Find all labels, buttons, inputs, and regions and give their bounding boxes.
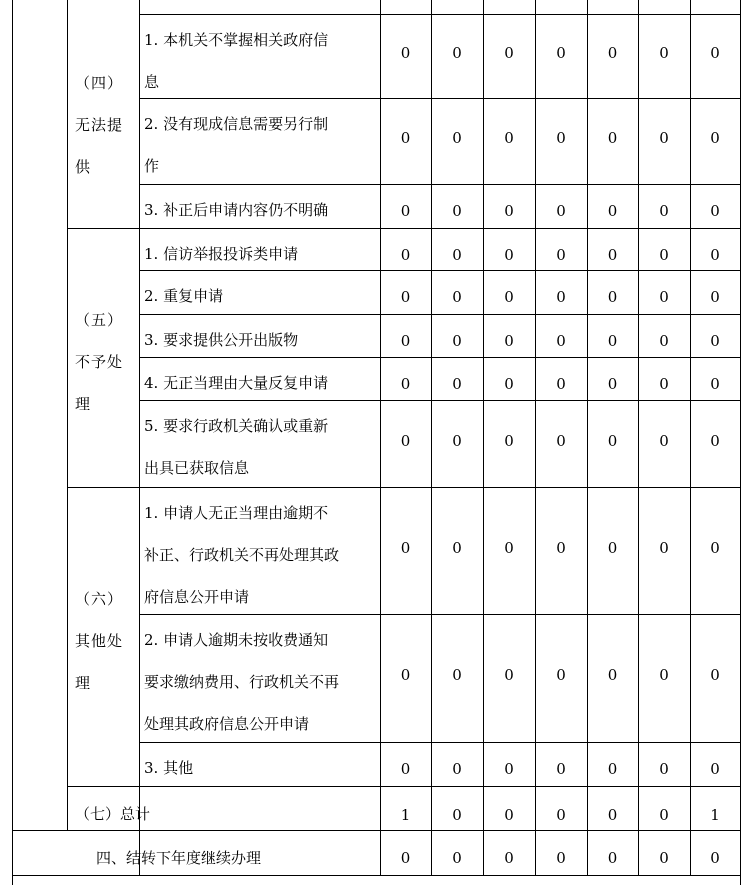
cell-value: 0: [504, 431, 514, 450]
column-border: [535, 0, 536, 875]
row-border: [139, 184, 741, 185]
cell-value: 0: [710, 44, 720, 62]
cell-value: 0: [504, 129, 514, 147]
row-label: 2. 重复申请: [144, 287, 224, 305]
total-value: 1: [400, 806, 411, 824]
category-label: 不予处: [75, 352, 124, 371]
row-border: [12, 875, 741, 876]
row-border: [139, 742, 741, 743]
column-border: [690, 0, 691, 875]
row-label: 4. 无正当理由大量反复申请: [144, 374, 329, 392]
cell-value: 0: [400, 332, 411, 350]
total-value: 0: [659, 806, 669, 824]
cell-value: 0: [607, 431, 618, 450]
cell-value: 0: [400, 44, 411, 62]
cell-value: 0: [400, 538, 411, 557]
total-label: （七）总计: [75, 805, 151, 823]
cell-value: 0: [400, 431, 411, 450]
carry-over-value: 0: [504, 849, 514, 867]
cell-value: 0: [504, 666, 514, 684]
column-border: [139, 0, 140, 875]
column-border: [431, 0, 432, 875]
carry-over-label: 四、结转下年度继续办理: [96, 849, 262, 867]
cell-value: 0: [710, 332, 720, 350]
row-label: 1. 本机关不掌握相关政府信: [144, 31, 329, 49]
cell-value: 0: [452, 760, 462, 778]
cell-value: 0: [452, 666, 462, 684]
carry-over-value: 0: [659, 849, 669, 867]
row-label: 处理其政府信息公开申请: [144, 715, 310, 733]
cell-value: 0: [504, 760, 514, 778]
cell-value: 0: [659, 666, 669, 684]
cell-value: 0: [452, 538, 462, 557]
row-label: 1. 信访举报投诉类申请: [144, 245, 299, 263]
cell-value: 0: [504, 288, 514, 306]
cell-value: 0: [452, 44, 462, 62]
cell-value: 0: [607, 44, 618, 62]
row-label: 5. 要求行政机关确认或重新: [144, 417, 329, 435]
cell-value: 0: [607, 760, 618, 778]
cell-value: 0: [400, 129, 411, 147]
cell-value: 0: [452, 129, 462, 147]
row-label: 要求缴纳费用、行政机关不再: [144, 673, 340, 691]
cell-value: 0: [659, 246, 669, 264]
row-border: [139, 314, 741, 315]
cell-value: 0: [659, 129, 669, 147]
row-label: 作: [144, 157, 160, 175]
cell-value: 0: [452, 431, 462, 450]
row-label: 2. 没有现成信息需要另行制: [144, 115, 329, 133]
row-border: [139, 400, 741, 401]
cell-value: 0: [659, 760, 669, 778]
column-border: [380, 0, 381, 875]
row-label: 1. 申请人无正当理由逾期不: [144, 504, 329, 522]
row-label: 2. 申请人逾期未按收费通知: [144, 631, 329, 649]
cell-value: 0: [504, 44, 514, 62]
cell-value: 0: [607, 288, 618, 306]
column-border: [638, 0, 639, 875]
category-label: 其他处: [75, 631, 124, 650]
total-value: 1: [710, 806, 720, 824]
cell-value: 0: [607, 332, 618, 350]
row-border: [139, 270, 741, 271]
cell-value: 0: [556, 288, 566, 306]
row-border: [139, 614, 741, 615]
row-label: 补正、行政机关不再处理其政: [144, 546, 340, 564]
total-value: 0: [504, 806, 514, 824]
cell-value: 0: [400, 288, 411, 306]
cell-value: 0: [400, 202, 411, 220]
cell-value: 0: [452, 375, 462, 393]
cell-value: 0: [452, 202, 462, 220]
category-label: 理: [75, 394, 92, 413]
cell-value: 0: [400, 375, 411, 393]
cell-value: 0: [659, 538, 669, 557]
row-border: [67, 228, 741, 229]
cell-value: 0: [452, 288, 462, 306]
row-label: 3. 要求提供公开出版物: [144, 331, 299, 349]
category-label: （六）: [75, 589, 124, 608]
cell-value: 0: [504, 332, 514, 350]
row-border: [67, 487, 741, 488]
cell-value: 0: [400, 246, 411, 264]
cell-value: 0: [556, 246, 566, 264]
cell-value: 0: [710, 375, 720, 393]
cell-value: 0: [710, 129, 720, 147]
cell-value: 0: [710, 246, 720, 264]
cell-value: 0: [607, 666, 618, 684]
cell-value: 0: [710, 431, 720, 450]
carry-over-value: 0: [710, 849, 720, 867]
cell-value: 0: [659, 431, 669, 450]
cell-value: 0: [710, 760, 720, 778]
cell-value: 0: [504, 246, 514, 264]
cell-value: 0: [556, 332, 566, 350]
row-label: 出具已获取信息: [144, 459, 250, 477]
cell-value: 0: [556, 202, 566, 220]
category-label: 无法提: [75, 116, 124, 134]
cell-value: 0: [607, 246, 618, 264]
cell-value: 0: [659, 44, 669, 62]
cell-value: 0: [556, 431, 566, 450]
cell-value: 0: [452, 246, 462, 264]
carry-over-value: 0: [607, 849, 618, 867]
category-label: 理: [75, 673, 92, 692]
cell-value: 0: [659, 332, 669, 350]
cell-value: 0: [659, 202, 669, 220]
total-value: 0: [607, 806, 618, 824]
cell-value: 0: [659, 375, 669, 393]
cell-value: 0: [556, 666, 566, 684]
cell-value: 0: [710, 666, 720, 684]
category-column-border: [67, 0, 68, 830]
cell-value: 0: [710, 288, 720, 306]
row-label: 3. 补正后申请内容仍不明确: [144, 201, 329, 219]
column-border: [483, 0, 484, 875]
category-label: （五）: [75, 310, 124, 329]
category-label: （四）: [75, 74, 124, 92]
cell-value: 0: [556, 538, 566, 557]
column-border: [587, 0, 588, 875]
row-label: 3. 其他: [144, 759, 194, 777]
carry-over-value: 0: [556, 849, 566, 867]
cell-value: 0: [607, 129, 618, 147]
cell-value: 0: [400, 666, 411, 684]
row-label: 息: [144, 73, 160, 91]
carry-over-value: 0: [452, 849, 462, 867]
row-border: [12, 830, 741, 831]
cell-value: 0: [556, 375, 566, 393]
cell-value: 0: [400, 760, 411, 778]
table-border-left: [12, 0, 13, 885]
total-value: 0: [452, 806, 462, 824]
cell-value: 0: [556, 129, 566, 147]
cell-value: 0: [504, 538, 514, 557]
cell-value: 0: [710, 538, 720, 557]
cell-value: 0: [504, 202, 514, 220]
category-label: 供: [75, 158, 92, 176]
row-border: [139, 98, 741, 99]
carry-over-value: 0: [400, 849, 411, 867]
cell-value: 0: [452, 332, 462, 350]
cell-value: 0: [710, 202, 720, 220]
cell-value: 0: [504, 375, 514, 393]
cell-value: 0: [659, 288, 669, 306]
cell-value: 0: [556, 44, 566, 62]
table-border-right: [740, 0, 741, 885]
cell-value: 0: [607, 202, 618, 220]
cell-value: 0: [607, 375, 618, 393]
cell-value: 0: [607, 538, 618, 557]
row-border: [139, 14, 741, 15]
total-value: 0: [556, 806, 566, 824]
row-label: 府信息公开申请: [144, 588, 250, 606]
row-border: [67, 786, 741, 787]
cell-value: 0: [556, 760, 566, 778]
row-border: [139, 357, 741, 358]
